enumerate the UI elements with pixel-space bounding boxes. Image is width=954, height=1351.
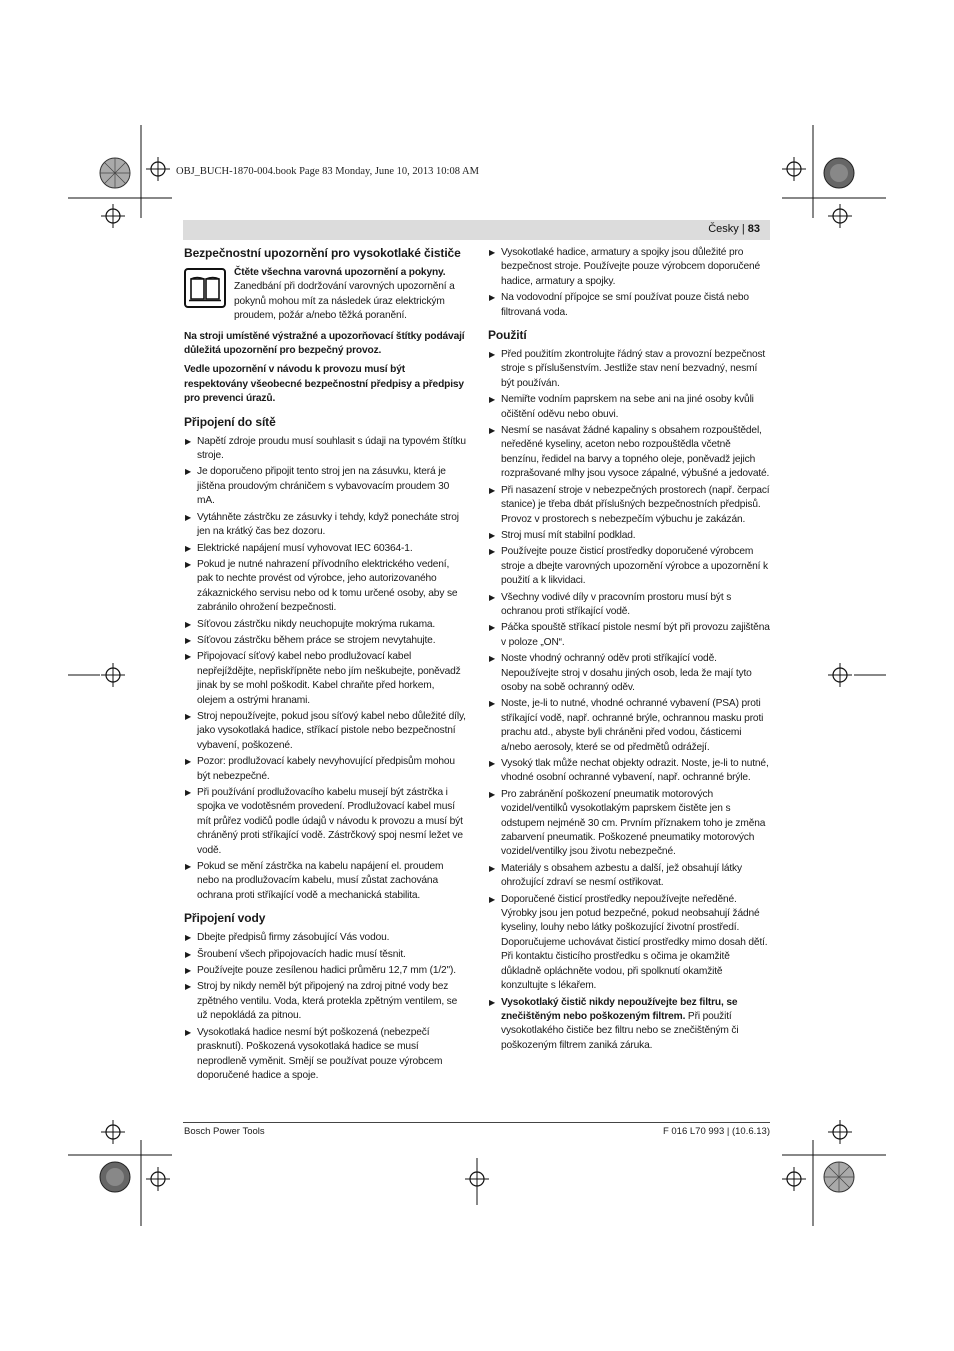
filter-warning-body: Při použití vysokotlakého čističe bez filtru nebo se znečištěným či poškozeným filtrem zaniká záruka. [501, 1010, 739, 1051]
triangle-right-icon: ▶ [489, 395, 496, 405]
list-item: ▶ Před použitím zkontrolujte řádný stav a provozní bezpečnost stroje s příslušenstvím. Jestliže stav není bezvadný, nesmí být používán. [489, 349, 766, 389]
list-item: ▶ Pro zabránění poškození pneumatik motorových vozidel/ventilků vysokotlakým paprskem čistěte jen s odstupem nejméně 30 cm. Prvním příznakem toho je změna zabarvení pneumatik. Poškozené pneumatiky motorových vozidel/ventilky jsou životu nebezpečné. [489, 788, 766, 858]
triangle-right-icon: ▶ [185, 949, 192, 959]
section-title-power: Připojení do sítě [184, 414, 276, 429]
page-number: 83 [747, 223, 760, 235]
list-item: ▶ Používejte pouze čisticí prostředky doporučené výrobcem stroje a dbejte varovných upozornění výrobce a upozornění k použití a k likvidaci. [489, 546, 768, 587]
triangle-right-icon: ▶ [489, 547, 496, 557]
section-title-water: Připojení vody [184, 911, 266, 926]
triangle-right-icon: ▶ [185, 862, 192, 872]
filter-warning-lead: Vysokotlaký čistič nikdy nepoužívejte bez filtru, se znečištěným nebo poškozeným filtrem. [501, 996, 738, 1022]
list-item: ▶ Při nasazení stroje v nebezpečných prostorech (např. čerpací stanice) je třeba dbát příslušných bezpečnostních předpisů. Provoz v prostorech s nebezpečím výbuchu je zakázán. [489, 484, 770, 525]
list-item: ▶ Pokud se mění zástrčka na kabelu napájení el. proudem nebo na prodlužovacím kabelu, musí zůstat zachována ochrana proti stříkající vodě a mechanická stabilita. [185, 861, 444, 901]
list-item: ▶ Noste vhodný ochranný oděv proti stříkající vodě. Nepoužívejte stroj v dosahu jiných osob, leda že mají tyto osoby na sobě ochranný oděv. [489, 653, 752, 693]
list-item: ▶ Vysokotlaká hadice nesmí být poškozená (nebezpečí prasknutí). Poškozená vysokotlaká hadice se musí neprodleně vyměnit. Smějí se používat pouze výrobcem doporučené hadice a spoje. [185, 1026, 443, 1081]
safety-title: Bezpečnostní upozornění pro vysokotlaké čističe [184, 246, 461, 260]
language-label: Česky [708, 223, 739, 235]
triangle-right-icon: ▶ [489, 530, 496, 540]
triangle-right-icon: ▶ [185, 635, 192, 645]
warning-lead: Čtěte všechna varovná upozornění a pokyny. [234, 267, 446, 278]
triangle-right-icon: ▶ [185, 757, 192, 767]
triangle-right-icon: ▶ [185, 788, 192, 797]
list-item: ▶ Napětí zdroje proudu musí souhlasit s údaji na typovém štítku stroje. [185, 435, 466, 462]
triangle-right-icon: ▶ [185, 652, 192, 662]
list-item: ▶ Dbejte předpisů firmy zásobující Vás vodou. [184, 931, 466, 945]
list-item: ▶ Doporučené čisticí prostředky nepoužívejte neředěné. Výrobky jsou jen potud bezpečné, pokud neobsahují žádné kyseliny, louhy nebo látky poškozující životní prostředí. Doporučujeme uchovávat čisticí prostředky mimo dosah dětí. Při kontaktu čisticího prostředku s očima je okamžitě důkladně opláchněte vodou, při spolknutí okamžitě konzultujte s lékařem. [489, 893, 768, 992]
labels-note: Na stroji umístěné výstražné a upozorňovací štítky podávají důležitá upozornění pro bezpečný provoz. [184, 330, 465, 357]
list-item: ▶ Stroj nepoužívejte, pokud jsou síťový kabel nebo důležité díly, jako vysokotlaká hadice, stříkací pistole nebo bezpečnostní vybavení, poškozené. [185, 710, 466, 751]
triangle-right-icon: ▶ [185, 559, 192, 569]
list-item: ▶ Materiály s obsahem azbestu a další, jež obsahují látky ohrožující zdraví se nesmí ostřikovat. [489, 862, 742, 889]
list-item: ▶ Připojovací síťový kabel nebo prodlužovací kabel nepřejíždějte, nepřiskřípněte nebo jím neškubejte, poněvadž jinak by se mohl poškodit. Kabel chraňte před horkem, olejem a ostrými hranami. [185, 651, 461, 706]
print-slug: OBJ_BUCH-1870-004.book Page 83 Monday, June 10, 2013 10:08 AM [176, 166, 479, 177]
list-item: ▶ Používejte pouze zesílenou hadici průměru 12,7 mm (1/2"). [184, 964, 466, 978]
triangle-right-icon: ▶ [185, 982, 192, 992]
triangle-right-icon: ▶ [489, 623, 496, 633]
list-item: ▶ Síťovou zástrčku během práce se strojem nevytahujte. [184, 634, 466, 648]
list-item: ▶ Nemiřte vodním paprskem na sebe ani na jiné osoby kvůli očištění oděvu nebo obuvi. [489, 394, 754, 420]
triangle-right-icon: ▶ [489, 293, 496, 303]
list-item: ▶ Stroj by nikdy neměl být připojený na zdroj pitné vody bez zpětného ventilu. Voda, která protekla zpětným ventilem, se už nepokládá za pitnou. [185, 981, 458, 1022]
list-item: ▶ Elektrické napájení musí vyhovovat IEC 60364-1. [184, 542, 466, 556]
triangle-right-icon: ▶ [489, 485, 496, 495]
list-item: ▶ Nesmí se nasávat žádné kapaliny s obsahem rozpouštědel, neředěné kyseliny, aceton nebo rozpouštědla včetně benzínu, ředidel na barvy a topného oleje, poněvadž jejich rozprašované mlhy jsou vysoce zápalné, výbušné a jedovaté. [489, 425, 770, 480]
warning-body: Zanedbání při dodržování varovných upozornění a pokynů mohou mít za následek úraz elektrickým proudem, požár a/nebo těžká poranění. [234, 281, 455, 322]
triangle-right-icon: ▶ [489, 997, 496, 1007]
triangle-right-icon: ▶ [489, 789, 496, 799]
triangle-right-icon: ▶ [489, 654, 496, 664]
footer-brand: Bosch Power Tools [184, 1126, 265, 1137]
triangle-right-icon: ▶ [185, 933, 192, 943]
list-item: ▶ Pokud je nutné nahrazení přívodního elektrického vedení, pak to nechte provést od výrobce, jeho autorizovaného zákaznického servisu nebo od k tomu určené osoby, aby se zabránilo ohrožení bezpečnosti. [185, 558, 458, 614]
list-item: ▶ Šroubení všech připojovacích hadic musí těsnit. [184, 948, 466, 962]
list-item: ▶ Stroj musí mít stabilní podklad. [488, 529, 770, 543]
triangle-right-icon: ▶ [185, 619, 192, 629]
list-item: ▶ Vysokotlaké hadice, armatury a spojky jsou důležité pro bezpečnost stroje. Používejte pouze výrobcem doporučené hadice, armatury a spojky. [489, 247, 761, 287]
list-item: ▶ Na vodovodní přípojce se smí používat pouze čistá nebo filtrovaná voda. [489, 292, 749, 318]
list-item: ▶ Při používání prodlužovacího kabelu musejí být zástrčka i spojka ve vodotěsném provedení. Prodlužovací kabel musí mít průřez vodičů podle údajů v návodu k provozu a musí být chráněný proti stříkající vodě. Zástrčkový spoj nesmí ležet ve vodě. [185, 787, 463, 856]
list-item: ▶ Je doporučeno připojit tento stroj jen na zásuvku, která je jištěna proudovým chráničem s vybavovacím proudem 30 mA. [185, 466, 450, 507]
header-separator: | [738, 223, 748, 235]
triangle-right-icon: ▶ [185, 467, 192, 477]
triangle-right-icon: ▶ [489, 426, 496, 436]
regulations-note: Vedle upozornění v návodu k provozu musí být respektovány všeobecné bezpečnostní předpisy a předpisy pro prevenci úrazů. [184, 364, 464, 405]
list-item: ▶ Vysoký tlak může nechat objekty odrazit. Noste, je-li to nutné, vhodné osobní ochranné vybavení, např. ochranné brýle. [489, 758, 769, 784]
list-item: ▶ Pozor: prodlužovací kabely nevyhovující předpisům mohou být nebezpečné. [185, 756, 455, 782]
triangle-right-icon: ▶ [185, 1027, 192, 1037]
footer-docnumber: F 016 L70 993 | (10.6.13) [662, 1126, 770, 1137]
triangle-right-icon: ▶ [185, 966, 192, 976]
triangle-right-icon: ▶ [489, 350, 496, 360]
section-title-use: Použití [488, 328, 527, 343]
triangle-right-icon: ▶ [489, 863, 496, 873]
triangle-right-icon: ▶ [489, 248, 496, 257]
list-item: ▶ Noste, je-li to nutné, vhodné ochranné vybavení (PSA) proti stříkající vodě, např. ochranné brýle, ochrannou masku proti prachu atd., abyste byli chráněni před vodou, částicemi a/nebo aerosoly, které se od předmětů odrážejí. [489, 698, 764, 753]
triangle-right-icon: ▶ [185, 512, 192, 522]
triangle-right-icon: ▶ [185, 436, 192, 446]
triangle-right-icon: ▶ [185, 711, 192, 721]
list-item: ▶ Vytáhněte zástrčku ze zásuvky i tehdy, když ponecháte stroj jen na krátký čas bez dozoru. [185, 511, 459, 538]
triangle-right-icon: ▶ [489, 894, 496, 904]
triangle-right-icon: ▶ [489, 592, 496, 602]
triangle-right-icon: ▶ [489, 699, 496, 709]
list-item: ▶ Páčka spouště stříkací pistole nesmí být při provozu zajištěna v poloze „ON“. [489, 622, 770, 648]
triangle-right-icon: ▶ [489, 759, 496, 768]
list-item: ▶ Síťovou zástrčku nikdy neuchopujte mokrýma rukama. [184, 618, 466, 632]
triangle-right-icon: ▶ [185, 543, 192, 553]
list-item: ▶ Všechny vodivé díly v pracovním prostoru musí být s ochranou proti stříkající vodě. [489, 591, 732, 617]
